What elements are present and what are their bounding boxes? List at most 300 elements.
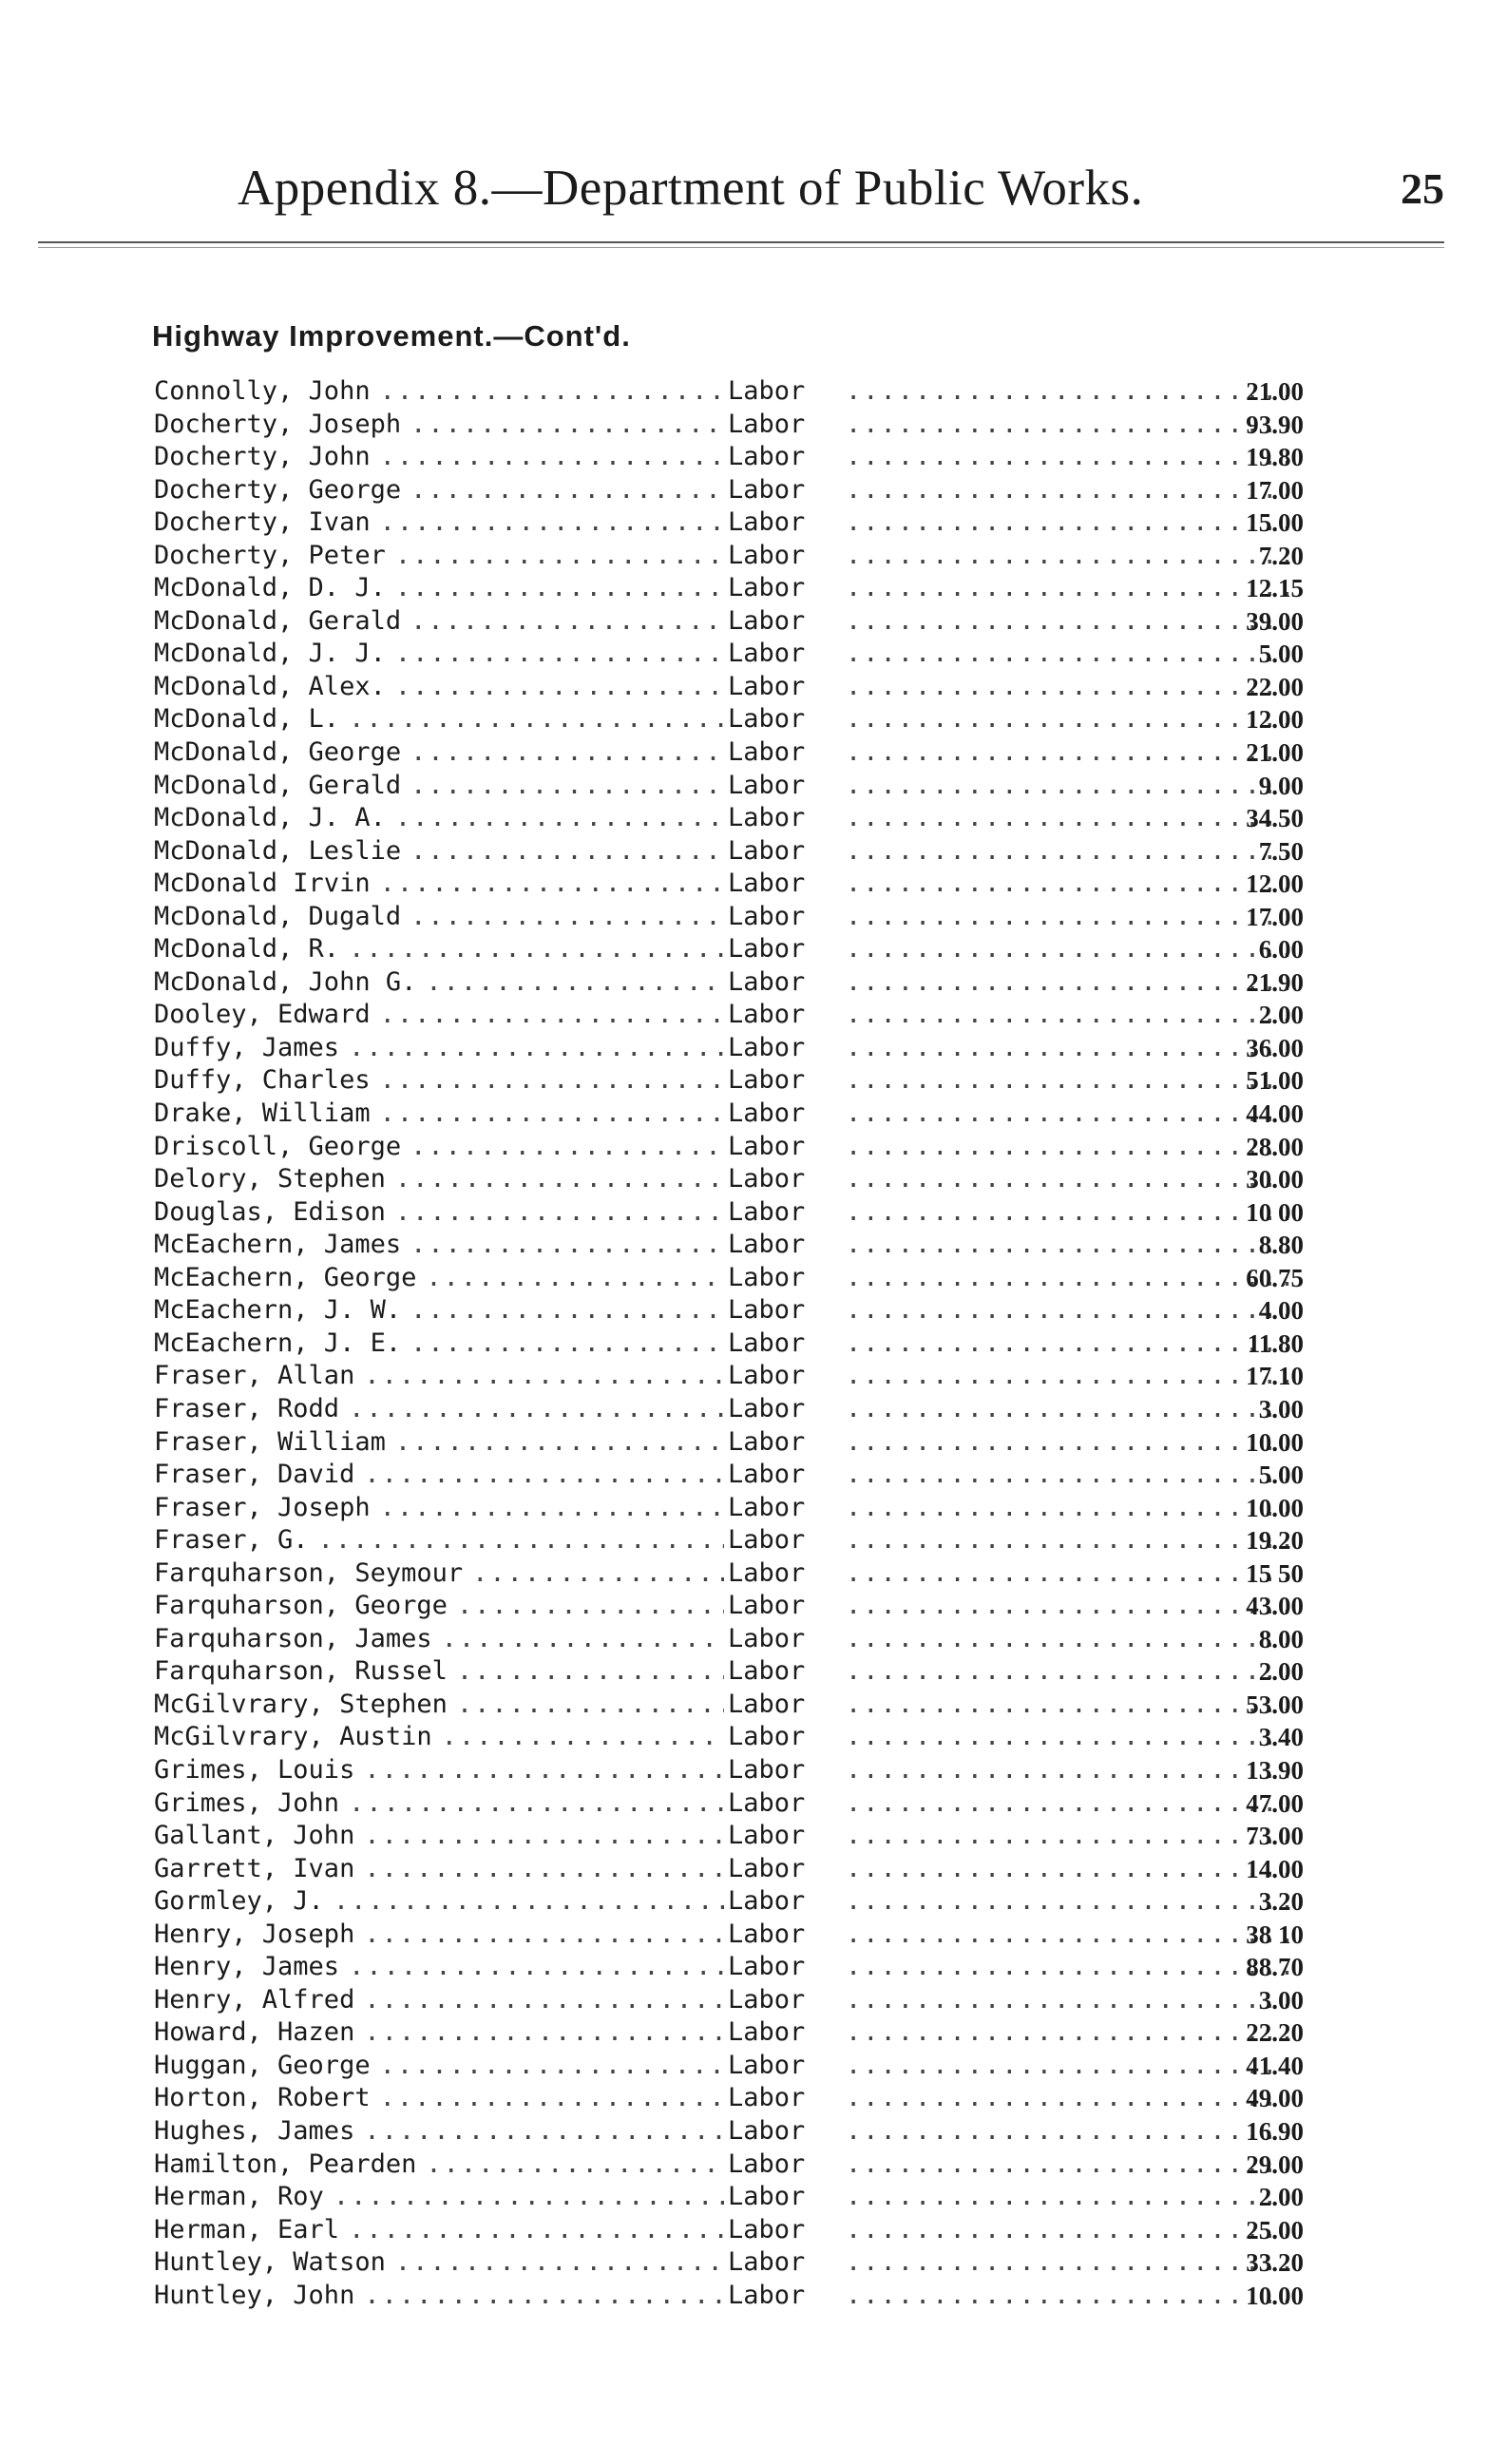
leader-dots	[364, 1754, 724, 1787]
entry-name: Docherty, Joseph	[154, 409, 410, 442]
entry-amount: 22.20	[1246, 2018, 1304, 2048]
list-item	[154, 1163, 1313, 1196]
leader-dots	[426, 966, 724, 1000]
entry-amount: 44.00	[1246, 1099, 1304, 1129]
name-leader	[154, 901, 724, 934]
list-item	[154, 1689, 1313, 1722]
entry-name: Gormley, J.	[154, 1885, 334, 1919]
list-item	[154, 999, 1313, 1032]
entry-occupation: Labor	[728, 1984, 806, 2015]
list-item	[154, 1459, 1313, 1492]
leader-dots	[410, 1328, 724, 1361]
name-leader	[154, 2082, 724, 2115]
entry-amount: 22.00	[1246, 672, 1304, 701]
list-item	[154, 736, 1313, 770]
entry-amount: 2.00	[1258, 2183, 1304, 2212]
name-leader	[154, 605, 724, 639]
leader-dots	[318, 1524, 724, 1557]
entry-amount: 5.00	[1258, 1461, 1304, 1490]
leader-dots	[410, 474, 724, 507]
entry-occupation: Labor	[728, 2149, 806, 2179]
name-leader	[154, 736, 724, 770]
leader-dots	[349, 1787, 724, 1821]
name-leader	[154, 1951, 724, 1984]
entry-occupation: Labor	[728, 1032, 806, 1062]
leader-dots	[349, 1393, 724, 1426]
entry-occupation: Labor	[728, 1230, 806, 1260]
entry-name: McDonald, L.	[154, 703, 349, 736]
list-item	[154, 671, 1313, 704]
page-number: 25	[1401, 164, 1444, 213]
entry-amount: 17.10	[1246, 1362, 1304, 1391]
entry-name: McDonald, R.	[154, 933, 349, 966]
list-item	[154, 1984, 1313, 2017]
name-leader	[154, 1360, 724, 1393]
list-item	[154, 1196, 1313, 1230]
leader-dots	[410, 770, 724, 803]
name-leader	[154, 1655, 724, 1689]
name-leader	[154, 540, 724, 573]
list-item	[154, 506, 1313, 540]
entry-amount: 7.50	[1258, 836, 1304, 866]
leader-dots	[364, 2280, 724, 2313]
entry-occupation: Labor	[728, 770, 806, 800]
name-leader	[154, 1064, 724, 1098]
name-leader	[154, 1524, 724, 1557]
name-leader	[154, 1754, 724, 1787]
list-item	[154, 1032, 1313, 1065]
entry-amount: 8.80	[1258, 1231, 1304, 1260]
entry-amount: 2.00	[1258, 1001, 1304, 1030]
name-leader	[154, 2280, 724, 2313]
list-item	[154, 1590, 1313, 1623]
name-leader	[154, 1196, 724, 1230]
entry-name: Fraser, William	[154, 1426, 395, 1460]
entry-name: Docherty, Peter	[154, 540, 395, 573]
entry-amount: 39.00	[1246, 606, 1304, 636]
list-item	[154, 1951, 1313, 1984]
entry-name: Huntley, Watson	[154, 2246, 395, 2280]
name-leader	[154, 835, 724, 869]
leader-dots	[380, 375, 724, 409]
name-leader	[154, 1393, 724, 1426]
name-leader	[154, 2050, 724, 2083]
entry-name: McEachern, James	[154, 1229, 410, 1262]
entry-amount: 43.00	[1246, 1592, 1304, 1621]
list-item	[154, 2149, 1313, 2182]
entry-name: McDonald Irvin	[154, 868, 380, 901]
entry-name: Huntley, John	[154, 2280, 364, 2313]
entry-name: Connolly, John	[154, 375, 380, 409]
leader-dots	[395, 2246, 724, 2280]
leader-dots	[364, 1820, 724, 1853]
name-leader	[154, 1229, 724, 1262]
entry-occupation: Labor	[728, 639, 806, 669]
entry-amount: 7.20	[1258, 541, 1304, 570]
entry-amount: 25.00	[1246, 2215, 1304, 2244]
list-item	[154, 901, 1313, 934]
entry-amount: 10.00	[1246, 1493, 1304, 1522]
name-leader	[154, 506, 724, 540]
entry-name: Fraser, Joseph	[154, 1492, 380, 1525]
entry-occupation: Labor	[728, 1656, 806, 1687]
entry-amount: 17.00	[1246, 902, 1304, 931]
leader-dots	[380, 441, 724, 474]
entry-name: Fraser, Rodd	[154, 1393, 349, 1426]
list-item	[154, 605, 1313, 639]
list-item	[154, 2082, 1313, 2115]
entry-amount: 3.00	[1258, 1985, 1304, 2015]
entry-occupation: Labor	[728, 966, 806, 997]
name-leader	[154, 1721, 724, 1754]
entry-name: McDonald, D. J.	[154, 572, 395, 605]
entry-occupation: Labor	[728, 1196, 806, 1227]
entry-name: McDonald, Gerald	[154, 605, 410, 639]
entry-amount: 28.00	[1246, 1132, 1304, 1161]
entry-occupation: Labor	[728, 1722, 806, 1752]
entry-occupation: Labor	[728, 1821, 806, 1851]
entry-name: McGilvrary, Austin	[154, 1721, 442, 1754]
entry-amount: 93.90	[1246, 410, 1304, 439]
page-header	[238, 160, 1463, 226]
name-leader	[154, 1262, 724, 1295]
name-leader	[154, 1426, 724, 1460]
list-item	[154, 1262, 1313, 1295]
entry-name: Grimes, John	[154, 1787, 349, 1821]
entry-occupation: Labor	[728, 1460, 806, 1490]
leader-dots	[364, 1984, 724, 2017]
leader-dots	[364, 1919, 724, 1952]
list-item	[154, 1360, 1313, 1393]
name-leader	[154, 999, 724, 1032]
entry-amount: 13.90	[1246, 1755, 1304, 1785]
entry-occupation: Labor	[728, 540, 806, 570]
list-item	[154, 540, 1313, 573]
leader-dots	[410, 1131, 724, 1164]
entry-occupation: Labor	[728, 1754, 806, 1785]
entry-occupation: Labor	[728, 1295, 806, 1326]
list-item	[154, 2181, 1313, 2214]
entry-amount: 19.20	[1246, 1526, 1304, 1556]
entry-amount: 10.00	[1246, 2281, 1304, 2310]
name-leader	[154, 1689, 724, 1722]
entry-name: McDonald, Leslie	[154, 835, 410, 869]
list-item	[154, 1426, 1313, 1460]
list-item	[154, 1885, 1313, 1919]
entry-amount: 21.00	[1246, 738, 1304, 768]
entry-amount: 21.90	[1246, 967, 1304, 997]
list-item	[154, 1328, 1313, 1361]
entry-amount: 34.50	[1246, 804, 1304, 833]
name-leader	[154, 868, 724, 901]
leader-dots	[457, 1655, 724, 1689]
entry-name: McDonald, Gerald	[154, 770, 410, 803]
entry-occupation: Labor	[728, 1065, 806, 1096]
entry-occupation: Labor	[728, 704, 806, 735]
entry-occupation: Labor	[728, 1689, 806, 1719]
leader-dots	[364, 1459, 724, 1492]
name-leader	[154, 1163, 724, 1196]
leader-dots	[457, 1590, 724, 1623]
entry-amount: 19.80	[1246, 443, 1304, 472]
leader-dots	[364, 1360, 724, 1393]
entry-name: Driscoll, George	[154, 1131, 410, 1164]
name-leader	[154, 1459, 724, 1492]
leader-dots	[349, 2214, 724, 2247]
leader-dots	[395, 1426, 724, 1460]
leader-dots	[410, 835, 724, 869]
name-leader	[154, 2016, 724, 2050]
entry-occupation: Labor	[728, 1328, 806, 1358]
leader-dots	[395, 671, 724, 704]
list-item	[154, 2115, 1313, 2149]
entry-amount: 11.80	[1247, 1328, 1304, 1358]
list-item	[154, 1787, 1313, 1821]
leader-dots	[380, 506, 724, 540]
entry-name: Farquharson, Seymour	[154, 1557, 472, 1591]
name-leader	[154, 1032, 724, 1065]
entry-amount: 51.00	[1246, 1066, 1304, 1096]
list-item	[154, 1064, 1313, 1098]
leader-dots	[442, 1623, 724, 1656]
list-item	[154, 1098, 1313, 1131]
name-leader	[154, 966, 724, 1000]
entry-amount: 5.00	[1258, 640, 1304, 669]
entry-name: McDonald, Dugald	[154, 901, 410, 934]
leader-dots	[380, 868, 724, 901]
entry-occupation: Labor	[728, 2214, 806, 2244]
leader-dots	[410, 736, 724, 770]
leader-dots	[426, 2149, 724, 2182]
entry-amount: 36.00	[1246, 1033, 1304, 1062]
entry-occupation: Labor	[728, 1393, 806, 1423]
list-item	[154, 770, 1313, 803]
list-item	[154, 1294, 1313, 1328]
leader-dots	[395, 540, 724, 573]
list-item	[154, 802, 1313, 835]
entry-amount: 21.00	[1246, 377, 1304, 406]
entry-name: Docherty, George	[154, 474, 410, 507]
entry-name: Hughes, James	[154, 2115, 364, 2149]
entry-amount: 4.00	[1258, 1296, 1304, 1326]
entry-amount: 3.20	[1258, 1887, 1304, 1917]
leader-dots	[410, 901, 724, 934]
entry-amount: 10 00	[1246, 1197, 1304, 1227]
entry-occupation: Labor	[728, 835, 806, 866]
entry-name: McDonald, Alex.	[154, 671, 395, 704]
entry-name: Farquharson, Russel	[154, 1655, 457, 1689]
entry-occupation: Labor	[728, 1262, 806, 1292]
entry-name: Dooley, Edward	[154, 999, 380, 1032]
leader-dots	[457, 1689, 724, 1722]
entry-amount: 47.00	[1246, 1788, 1304, 1818]
leader-dots	[364, 2016, 724, 2050]
entry-occupation: Labor	[728, 1098, 806, 1129]
entry-name: Docherty, Ivan	[154, 506, 380, 540]
leader-dots	[410, 1229, 724, 1262]
entry-amount: 6.00	[1258, 935, 1304, 965]
name-leader	[154, 375, 724, 409]
name-leader	[154, 638, 724, 671]
entry-amount: 14.00	[1246, 1854, 1304, 1883]
entry-name: McDonald, John G.	[154, 966, 426, 1000]
leader-dots	[442, 1721, 724, 1754]
entry-amount: 12.15	[1246, 574, 1304, 603]
entry-occupation: Labor	[728, 1919, 806, 1949]
list-item	[154, 1623, 1313, 1656]
name-leader	[154, 2214, 724, 2247]
list-item	[154, 868, 1313, 901]
list-item	[154, 409, 1313, 442]
list-item	[154, 572, 1313, 605]
list-item	[154, 1721, 1313, 1754]
name-leader	[154, 1820, 724, 1853]
list-item	[154, 1754, 1313, 1787]
entry-occupation: Labor	[728, 1426, 806, 1457]
entry-occupation: Labor	[728, 1164, 806, 1194]
section-heading: Highway Improvement.—Cont'd.	[152, 319, 631, 353]
entry-name: Docherty, John	[154, 441, 380, 474]
entry-name: Howard, Hazen	[154, 2016, 364, 2050]
name-leader	[154, 703, 724, 736]
name-leader	[154, 1492, 724, 1525]
entry-occupation: Labor	[728, 1787, 806, 1818]
leader-dots	[380, 999, 724, 1032]
leader-dots	[380, 1098, 724, 1131]
name-leader	[154, 441, 724, 474]
entry-amount: 10.00	[1246, 1427, 1304, 1457]
entry-name: Fraser, G.	[154, 1524, 318, 1557]
leader-dots	[395, 572, 724, 605]
entry-occupation: Labor	[728, 2247, 806, 2278]
entry-occupation: Labor	[728, 803, 806, 833]
entry-occupation: Labor	[728, 869, 806, 899]
entry-amount: 15.00	[1246, 508, 1304, 538]
entry-name: Grimes, Louis	[154, 1754, 364, 1787]
leader-dots	[364, 2115, 724, 2149]
list-item	[154, 1492, 1313, 1525]
entry-occupation: Labor	[728, 2083, 806, 2113]
entry-name: Delory, Stephen	[154, 1163, 395, 1196]
name-leader	[154, 1098, 724, 1131]
list-item	[154, 1131, 1313, 1164]
name-leader	[154, 802, 724, 835]
list-item	[154, 474, 1313, 507]
entry-name: Fraser, David	[154, 1459, 364, 1492]
list-item	[154, 441, 1313, 474]
leader-dots	[395, 802, 724, 835]
entry-amount: 3.40	[1258, 1723, 1304, 1752]
leader-dots	[380, 1064, 724, 1098]
entry-name: McGilvrary, Stephen	[154, 1689, 457, 1722]
name-leader	[154, 1984, 724, 2017]
leader-dots	[395, 1163, 724, 1196]
entry-occupation: Labor	[728, 1557, 806, 1588]
entry-occupation: Labor	[728, 901, 806, 931]
entry-occupation: Labor	[728, 442, 806, 472]
entry-name: McEachern, J. W.	[154, 1294, 410, 1328]
name-leader	[154, 1328, 724, 1361]
leader-dots	[349, 933, 724, 966]
leader-dots	[472, 1557, 724, 1591]
entry-occupation: Labor	[728, 2017, 806, 2048]
list-item	[154, 2016, 1313, 2050]
entry-name: Duffy, James	[154, 1032, 349, 1065]
leader-dots	[395, 1196, 724, 1230]
name-leader	[154, 1919, 724, 1952]
entry-name: Henry, Joseph	[154, 1919, 364, 1952]
entry-name: Gallant, John	[154, 1820, 364, 1853]
header-rule	[38, 241, 1444, 243]
name-leader	[154, 1131, 724, 1164]
entry-occupation: Labor	[728, 2115, 806, 2146]
entry-name: Douglas, Edison	[154, 1196, 395, 1230]
entry-amount: 73.00	[1246, 1822, 1304, 1851]
entry-name: Drake, William	[154, 1098, 380, 1131]
entry-amount: 60.75	[1246, 1263, 1304, 1292]
entry-name: Huggan, George	[154, 2050, 380, 2083]
name-leader	[154, 1557, 724, 1591]
name-leader	[154, 770, 724, 803]
entry-name: McEachern, J. E.	[154, 1328, 410, 1361]
entry-name: Hamilton, Pearden	[154, 2149, 426, 2182]
entry-amount: 15 50	[1246, 1558, 1304, 1588]
entry-occupation: Labor	[728, 1525, 806, 1556]
entry-occupation: Labor	[728, 1952, 806, 1982]
entry-amount: 17.00	[1246, 475, 1304, 505]
list-item	[154, 1820, 1313, 1853]
name-leader	[154, 2246, 724, 2280]
entry-occupation: Labor	[728, 507, 806, 538]
entry-amount: 41.40	[1246, 2051, 1304, 2080]
name-leader	[154, 1590, 724, 1623]
entry-name: Garrett, Ivan	[154, 1853, 364, 1886]
entry-amount: 8.00	[1258, 1624, 1304, 1653]
entry-name: McDonald, J. J.	[154, 638, 395, 671]
entry-occupation: Labor	[728, 671, 806, 701]
name-leader	[154, 1853, 724, 1886]
entry-amount: 53.00	[1246, 1690, 1304, 1719]
list-item	[154, 703, 1313, 736]
name-leader	[154, 671, 724, 704]
leader-dots	[334, 2181, 724, 2214]
list-item	[154, 1853, 1313, 1886]
entry-amount: 9.00	[1258, 771, 1304, 800]
leader-dots	[334, 1885, 724, 1919]
leader-dots	[426, 1262, 724, 1295]
entry-occupation: Labor	[728, 737, 806, 768]
name-leader	[154, 572, 724, 605]
entry-name: Henry, James	[154, 1951, 349, 1984]
entry-amount: 88.70	[1246, 1953, 1304, 1982]
list-item	[154, 966, 1313, 1000]
entry-amount: 16.90	[1246, 2116, 1304, 2146]
name-leader	[154, 409, 724, 442]
entry-name: Fraser, Allan	[154, 1360, 364, 1393]
leader-dots	[380, 1492, 724, 1525]
entry-amount: 33.20	[1246, 2248, 1304, 2278]
entry-amount: 3.00	[1258, 1394, 1304, 1423]
entry-amount: 30.00	[1246, 1165, 1304, 1194]
entry-name: McDonald, J. A.	[154, 802, 395, 835]
list-item	[154, 1919, 1313, 1952]
list-item	[154, 2214, 1313, 2247]
entry-occupation: Labor	[728, 605, 806, 636]
entry-amount: 29.00	[1246, 2149, 1304, 2179]
entry-name: McDonald, George	[154, 736, 410, 770]
entry-amount: 2.00	[1258, 1657, 1304, 1687]
entry-amount: 49.00	[1246, 2084, 1304, 2113]
